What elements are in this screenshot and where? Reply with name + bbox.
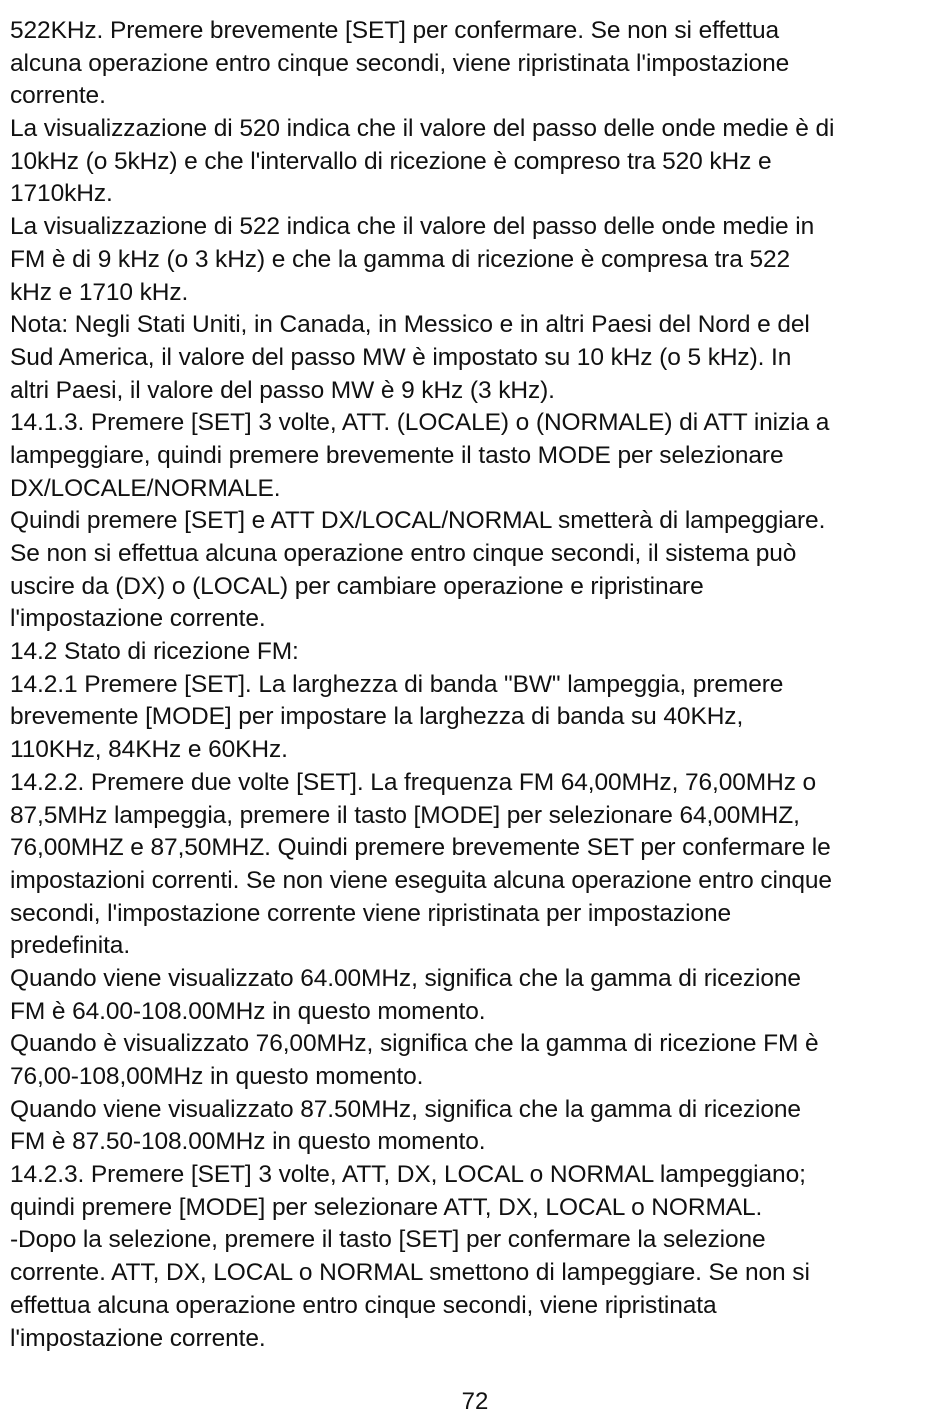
text-line: -Dopo la selezione, premere il tasto [SET] per confermare la selezione: [10, 1226, 766, 1254]
text-line: FM è 87.50-108.00MHz in questo momento.: [10, 1128, 486, 1156]
text-line: Quando viene visualizzato 64.00MHz, significa che la gamma di ricezione: [10, 964, 801, 992]
text-line: Quando è visualizzato 76,00MHz, significa che la gamma di ricezione FM è: [10, 1030, 819, 1058]
text-line: l'impostazione corrente.: [10, 1324, 266, 1352]
text-line: uscire da (DX) o (LOCAL) per cambiare operazione e ripristinare: [10, 572, 704, 600]
text-line: secondi, l'impostazione corrente viene ripristinata per impostazione: [10, 899, 731, 927]
text-line: 14.2.3. Premere [SET] 3 volte, ATT, DX, LOCAL o NORMAL lampeggiano;: [10, 1161, 806, 1189]
text-line: 14.1.3. Premere [SET] 3 volte, ATT. (LOCALE) o (NORMALE) di ATT inizia a: [10, 409, 830, 437]
text-line: Quindi premere [SET] e ATT DX/LOCAL/NORMAL smetterà di lampeggiare.: [10, 507, 826, 535]
text-line: 87,5MHz lampeggia, premere il tasto [MODE] per selezionare 64,00MHZ,: [10, 801, 800, 829]
text-line: 10kHz (o 5kHz) e che l'intervallo di ricezione è compreso tra 520 kHz e: [10, 147, 772, 175]
text-line: brevemente [MODE] per impostare la larghezza di banda su 40KHz,: [10, 703, 744, 731]
text-line: corrente.: [10, 82, 106, 110]
text-line: Se non si effettua alcuna operazione entro cinque secondi, il sistema può: [10, 540, 797, 567]
text-line: Nota: Negli Stati Uniti, in Canada, in Messico e in altri Paesi del Nord e del: [10, 311, 810, 339]
text-line: lampeggiare, quindi premere brevemente il tasto MODE per selezionare: [10, 441, 784, 469]
text-line: l'impostazione corrente.: [10, 605, 266, 633]
text-line: Quando viene visualizzato 87.50MHz, significa che la gamma di ricezione: [10, 1095, 801, 1123]
text-line: 14.2.1 Premere [SET]. La larghezza di banda "BW" lampeggia, premere: [10, 670, 784, 698]
text-line: quindi premere [MODE] per selezionare ATT, DX, LOCAL o NORMAL.: [10, 1193, 763, 1221]
document-body: [10, 15, 940, 1355]
text-line: DX/LOCALE/NORMALE.: [10, 474, 281, 502]
text-line: 76,00-108,00MHz in questo momento.: [10, 1063, 424, 1090]
text-line: La visualizzazione di 522 indica che il valore del passo delle onde medie in: [10, 213, 815, 241]
text-line: alcuna operazione entro cinque secondi, viene ripristinata l'impostazione: [10, 49, 790, 77]
text-line: predefinita.: [10, 932, 131, 960]
text-line: Sud America, il valore del passo MW è impostato su 10 kHz (o 5 kHz). In: [10, 343, 792, 371]
text-line: 1710kHz.: [10, 180, 113, 208]
text-line: impostazioni correnti. Se non viene eseguita alcuna operazione entro cinque: [10, 866, 832, 894]
text-line: 76,00MHZ e 87,50MHZ. Quindi premere brevemente SET per confermare le: [10, 834, 831, 862]
text-line: altri Paesi, il valore del passo MW è 9 kHz (3 kHz).: [10, 376, 555, 404]
page-number: 72: [461, 1388, 489, 1415]
text-line: FM è di 9 kHz (o 3 kHz) e che la gamma di ricezione è compresa tra 522: [10, 245, 791, 273]
text-line: corrente. ATT, DX, LOCAL o NORMAL smettono di lampeggiare. Se non si: [10, 1259, 810, 1287]
text-line: 522KHz. Premere brevemente [SET] per confermare. Se non si effettua: [10, 17, 780, 44]
text-line: 14.2 Stato di ricezione FM:: [10, 638, 299, 666]
text-line: FM è 64.00-108.00MHz in questo momento.: [10, 997, 486, 1025]
text-line: 14.2.2. Premere due volte [SET]. La frequenza FM 64,00MHz, 76,00MHz o: [10, 768, 817, 796]
text-line: effettua alcuna operazione entro cinque secondi, viene ripristinata: [10, 1291, 717, 1319]
text-line: 110KHz, 84KHz e 60KHz.: [10, 736, 288, 764]
text-line: kHz e 1710 kHz.: [10, 278, 189, 306]
text-line: La visualizzazione di 520 indica che il valore del passo delle onde medie è di: [10, 115, 835, 143]
